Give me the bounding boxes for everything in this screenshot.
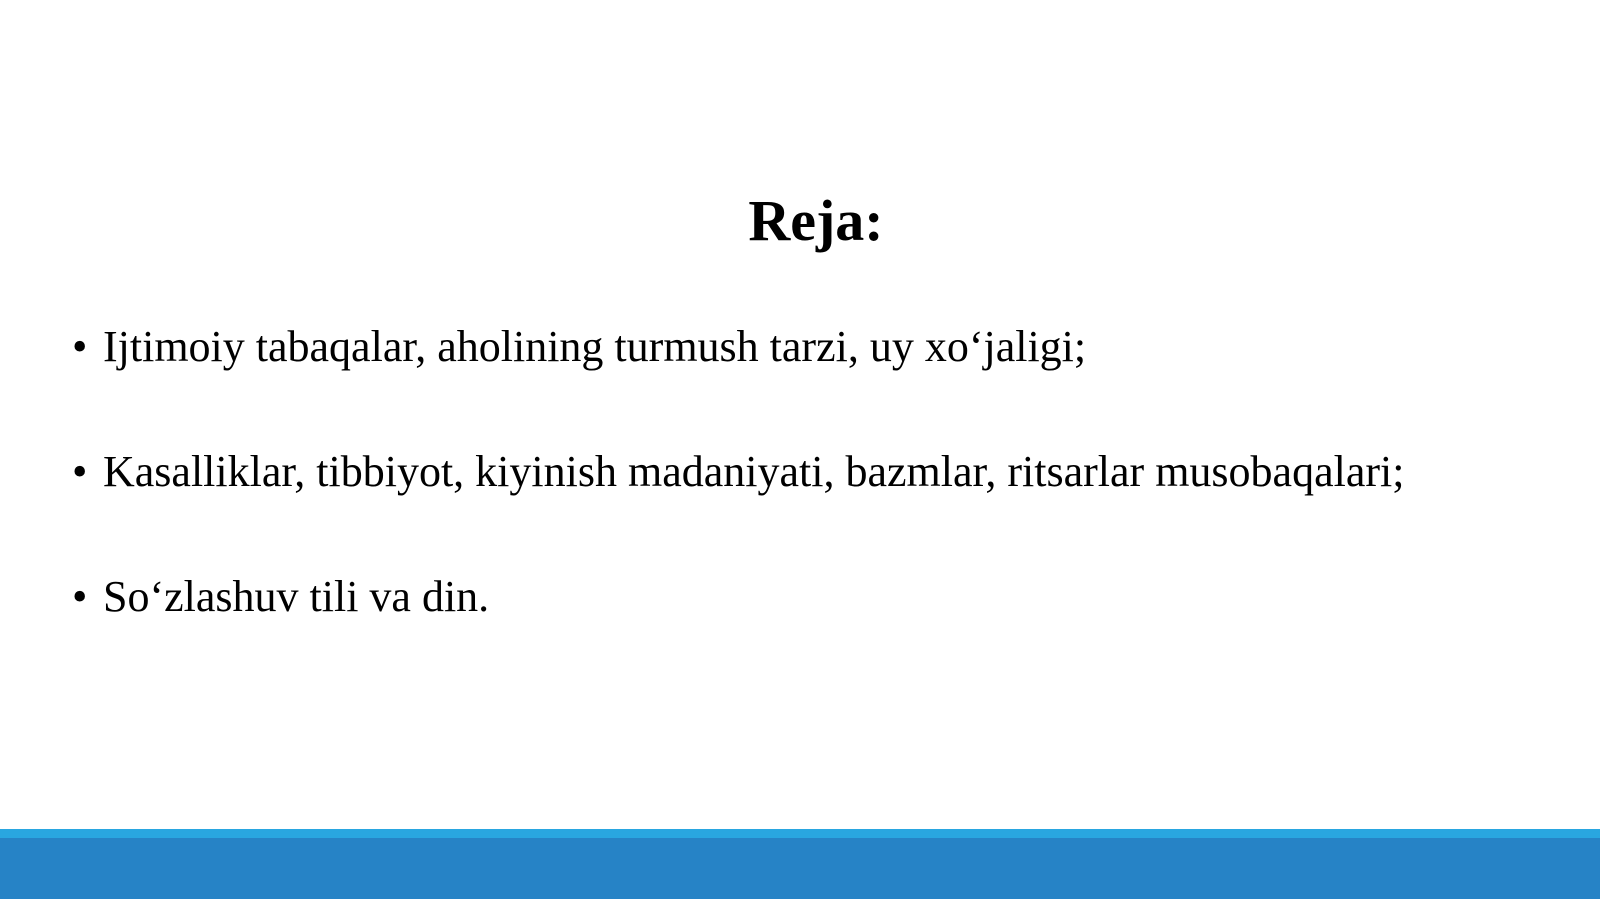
bullet-list [72, 317, 1404, 692]
bullet-item [72, 442, 1404, 502]
bullet-item [72, 317, 1404, 377]
bullet-text: Ijtimoiy tabaqalar, aholining turmush tarzi, uy xo‘jaligi; [103, 322, 1087, 371]
slide-title: Reja: [748, 188, 884, 253]
bullet-marker: • [72, 572, 88, 621]
bullet-item [72, 567, 1404, 627]
footer-bar [0, 838, 1600, 899]
bullet-marker: • [72, 322, 88, 371]
bullet-marker: • [72, 447, 88, 496]
bullet-text: Kasalliklar, tibbiyot, kiyinish madaniyati, bazmlar, ritsarlar musobaqalari; [103, 447, 1405, 496]
bullet-text: So‘zlashuv tili va din. [103, 572, 490, 621]
footer-accent-stripe [0, 829, 1600, 838]
